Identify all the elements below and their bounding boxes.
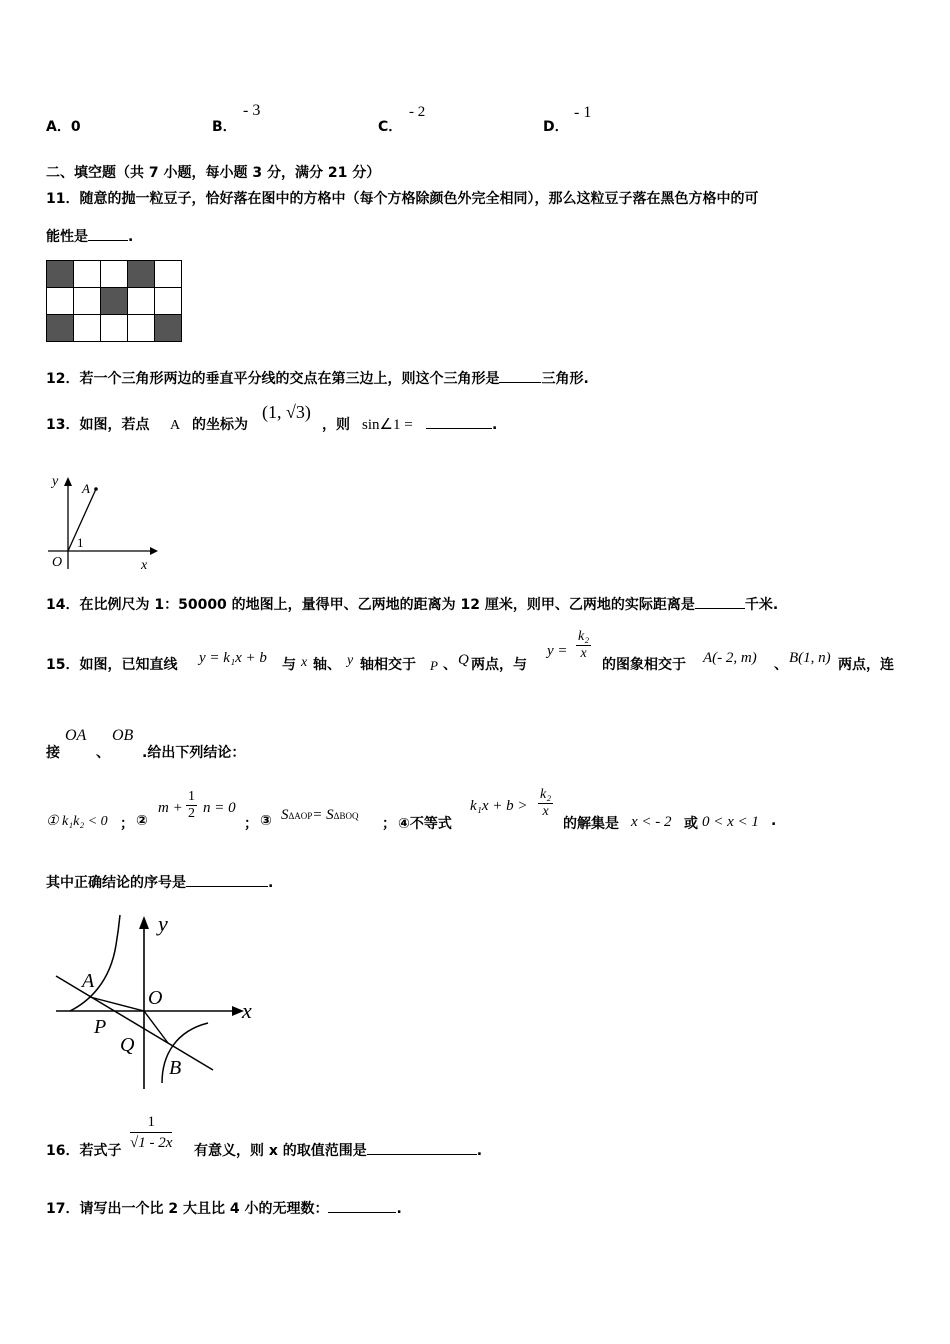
grid-cell-white	[155, 261, 182, 288]
q15-c4-mid: 的解集是	[563, 816, 619, 832]
q15-graph-txt: 的图象相交于	[602, 657, 686, 673]
q15-hyperbola-left	[70, 915, 120, 1011]
option-a: A．0	[46, 119, 81, 135]
q15-c2-pre: ②	[136, 813, 148, 829]
q13-fig-o: O	[52, 555, 63, 570]
q13-fig-y: y	[52, 474, 59, 489]
q15-y-eq: y =	[547, 643, 568, 659]
grid-cell-black	[128, 261, 155, 288]
q15-q: Q	[458, 652, 469, 668]
q13-coord: (1, √3)	[262, 402, 311, 422]
q15-fig-x: x	[242, 998, 252, 1023]
q15-axis-txt2: 轴相交于	[360, 657, 416, 673]
q15-segment-ob	[144, 1011, 168, 1043]
q15-sep2: 、	[774, 657, 788, 673]
q15-fig-y: y	[158, 911, 168, 936]
q15-semi1: ；	[120, 816, 134, 832]
q15-frac	[576, 629, 591, 662]
q15-xaxis: x	[301, 655, 308, 670]
option-b-value: - 3	[243, 102, 261, 119]
q15-y-arrow	[139, 916, 149, 929]
q13-fig-x: x	[141, 558, 148, 573]
q15-ask: 其中正确结论的序号是 .	[46, 872, 273, 892]
q14: 14．在比例尺为 1：50000 的地图上，量得甲、乙两地的距离为 12 厘米，则甲、乙两地的实际距离是 千米.	[46, 594, 778, 614]
q13-blank: .	[426, 414, 497, 433]
q13-prefix: 13．如图，若点	[46, 417, 150, 433]
q15-c3-pre: ③	[260, 813, 272, 829]
q13-mid: 的坐标为	[192, 417, 248, 433]
grid-cell-black	[155, 315, 182, 342]
q15-c2-num: 1	[188, 789, 195, 804]
q13-point-dot	[94, 487, 98, 491]
q15-c4-pre: ④不等式	[398, 816, 452, 832]
q15-c2-frac	[186, 789, 197, 822]
q13-point: A	[170, 418, 181, 433]
q16-mid: 有意义，则 x 的取值范围是 .	[194, 1140, 482, 1160]
q15-segment-oa	[90, 997, 144, 1011]
q13-fig-a: A	[82, 481, 90, 496]
q15-fig-p: P	[94, 1016, 107, 1038]
grid-cell-black	[47, 315, 74, 342]
q13-then: ，则	[322, 417, 350, 433]
q13-fig-angle: 1	[77, 535, 84, 550]
q15-yaxis: y	[347, 653, 354, 668]
q15-xden: x	[580, 646, 587, 661]
q16-prefix: 16．若式子	[46, 1143, 122, 1159]
q15-k2: k₂	[578, 629, 590, 644]
q15-semi2: ；	[244, 816, 258, 832]
q15-c4-end: .	[771, 813, 777, 829]
grid-cell-white	[74, 288, 101, 315]
q16-frac	[130, 1112, 172, 1153]
q15-c4-den: x	[542, 804, 549, 819]
q15-conn: 两点，连	[838, 657, 894, 673]
q15-line2-post: .给出下列结论：	[142, 745, 246, 761]
grid-cell-white	[74, 261, 101, 288]
q15-fig-o: O	[148, 987, 163, 1009]
q11-grid	[46, 260, 182, 342]
option-c-value: - 2	[409, 104, 426, 120]
q15-c2-m: m +	[158, 800, 183, 816]
q15-B: B(1, n)	[789, 650, 831, 666]
q15-c4-r1: x < - 2	[631, 814, 672, 830]
q15-semi3: ；	[382, 816, 396, 832]
q15-sep: 、	[443, 657, 457, 673]
q15-c3: SΔAOP= SΔBOQ	[281, 807, 359, 823]
option-d: D．	[543, 119, 569, 135]
section-title: 二、填空题（共 7 小题，每小题 3 分，满分 21 分）	[46, 165, 381, 181]
option-d-value: - 1	[574, 104, 592, 121]
q15-c2-post: n = 0	[203, 800, 236, 816]
q11-line1: 11．随意的抛一粒豆子，恰好落在图中的方格中（每个方格除颜色外完全相同），那么这粒豆子落在黑色方格中的可	[46, 191, 759, 207]
grid-row	[47, 315, 182, 342]
q15-c4-lhs: k₁x + b >	[470, 798, 528, 814]
q15-p: P	[430, 658, 438, 673]
q15-fig-b: B	[169, 1057, 182, 1079]
q11-line2: 能性是 .	[46, 226, 133, 246]
q15-ob: OB	[112, 727, 134, 744]
q15-c4-num: k₂	[540, 787, 552, 802]
q15-c1: ① k₁k₂ < 0	[46, 814, 108, 829]
q13-y-arrow	[64, 477, 72, 486]
q15-A: A(- 2, m)	[703, 650, 757, 666]
option-c: C．	[378, 119, 403, 135]
q15-line-eq: y = k₁x + b	[199, 650, 267, 666]
q15-line2-pre: 接	[46, 745, 60, 761]
q15-c4-frac	[538, 787, 553, 820]
grid-cell-white	[128, 288, 155, 315]
q13-expr: sin∠1 =	[362, 417, 413, 433]
q15-fig-q: Q	[120, 1034, 135, 1056]
grid-cell-white	[101, 315, 128, 342]
q15-fig-a: A	[82, 970, 95, 992]
q16-den: √1 - 2x	[130, 1135, 173, 1151]
q12: 12．若一个三角形两边的垂直平分线的交点在第三边上，则这个三角形是 三角形.	[46, 368, 589, 388]
grid-cell-black	[101, 288, 128, 315]
q15-prefix: 15．如图，已知直线	[46, 657, 178, 673]
q15-c4-or: 或	[684, 816, 698, 832]
q16-num: 1	[130, 1112, 172, 1133]
q15-figure	[48, 905, 270, 1093]
q15-with: 与	[282, 657, 296, 673]
grid-row	[47, 261, 182, 288]
q15-c4-r2: 0 < x < 1	[702, 814, 759, 830]
grid-cell-white	[128, 315, 155, 342]
q15-dun: 、	[96, 745, 110, 761]
q15-c2-den: 2	[188, 806, 195, 821]
grid-cell-white	[101, 261, 128, 288]
q15-line-ab	[56, 976, 213, 1070]
grid-cell-black	[47, 261, 74, 288]
grid-cell-white	[155, 288, 182, 315]
q13-figure	[40, 465, 170, 575]
q15-two-points: 两点，与	[471, 657, 527, 673]
q13-x-arrow	[150, 547, 158, 555]
grid-cell-white	[47, 288, 74, 315]
q17: 17．请写出一个比 2 大且比 4 小的无理数： .	[46, 1198, 402, 1218]
q15-axis-txt: 轴、	[313, 657, 341, 673]
grid-row	[47, 288, 182, 315]
grid-cell-white	[74, 315, 101, 342]
q15-oa: OA	[65, 727, 87, 744]
option-b: B．	[212, 119, 237, 135]
